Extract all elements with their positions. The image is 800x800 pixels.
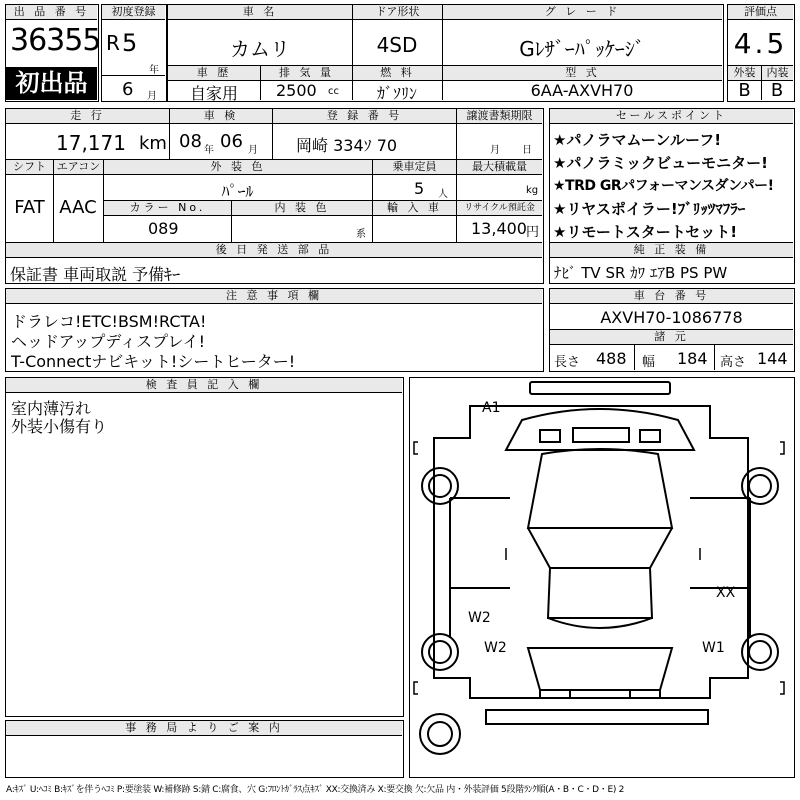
damage-mark: A1 xyxy=(482,400,501,416)
inspection-year-unit: 年 xyxy=(204,145,214,156)
length-value: 488 xyxy=(596,349,627,368)
plate-value: 岡崎 334ｿ 70 xyxy=(296,136,398,155)
width-value: 184 xyxy=(677,349,708,368)
transfer-label: 譲渡書類期限 xyxy=(456,109,542,124)
doors-label: ドア形状 xyxy=(352,5,442,20)
registration-month-unit: 月 xyxy=(147,91,157,102)
transfer-month-unit: 月 xyxy=(490,145,500,156)
plate-label: 登 録 番 号 xyxy=(272,109,456,124)
ext-color-value: ﾊﾟｰﾙ xyxy=(221,182,254,201)
registration-era: R xyxy=(106,31,120,55)
car-diagram-svg xyxy=(410,378,793,776)
office-box xyxy=(5,720,404,778)
damage-mark: W1 xyxy=(702,640,725,656)
lot-number: 36355 xyxy=(10,23,101,58)
height-label: 高さ xyxy=(720,355,747,370)
max-load-unit: kg xyxy=(526,185,539,196)
score-label: 評価点 xyxy=(728,5,793,20)
inspection-year: 08 xyxy=(179,131,202,152)
inspector-line: 室内薄汚れ xyxy=(11,399,92,418)
grade-label: グ レ ー ド xyxy=(442,5,722,20)
sales-points-label: セールスポイント xyxy=(550,109,793,124)
inspection-month: 06 xyxy=(220,131,243,152)
car-info-box xyxy=(167,4,724,102)
displacement-label: 排 気 量 xyxy=(260,66,352,81)
mileage-label: 走 行 xyxy=(6,109,169,124)
displacement-unit: cc xyxy=(328,86,339,97)
shift-value: FAT xyxy=(14,197,45,218)
mileage-unit: km xyxy=(139,133,167,154)
ext-color-label: 外 装 色 xyxy=(103,160,372,175)
car-name-value: カムリ xyxy=(230,37,290,61)
capacity-label: 乗車定員 xyxy=(372,160,456,175)
sales-point-item: ★パノラマムーンルーフ! xyxy=(553,131,722,149)
shift-label: シフト xyxy=(6,160,53,175)
height-value: 144 xyxy=(757,349,788,368)
exterior-grade-value: B xyxy=(738,80,751,101)
capacity-value: 5 xyxy=(414,179,425,198)
fuel-label: 燃 料 xyxy=(352,66,442,81)
notes-label: 注 意 事 項 欄 xyxy=(6,289,542,304)
registration-year: 5 xyxy=(122,29,138,57)
int-color-label: 内 装 色 xyxy=(231,201,372,216)
damage-mark: W2 xyxy=(484,640,507,656)
chassis-value: AXVH70-1086778 xyxy=(600,308,743,327)
sales-point-item: ★リヤスポイラー!ﾌﾞﾘｯﾂﾏﾌﾗｰ xyxy=(553,200,746,218)
legend-text: A:ｷｽﾞ U:ﾍｺﾐ B:ｷｽﾞを伴うﾍｺﾐ P:要塗装 W:補修跡 S:錆 C:腐食、穴 G:ﾌﾛﾝﾄｶﾞﾗｽ点ｷｽﾞ XX:交換済み X:要交換 欠:欠品 内・外装評価 5段階ﾗﾝｸ順(A・B・C・D・E) 2 xyxy=(6,785,625,795)
chassis-box xyxy=(549,288,795,372)
office-label: 事 務 局 よ り ご 案 内 xyxy=(6,721,402,736)
damage-diagram xyxy=(409,377,795,778)
doors-value: 4SD xyxy=(376,33,418,57)
equipment-value: ﾅﾋﾞ TV SR ｶﾜ ｴｱB PS PW xyxy=(554,264,728,282)
capacity-unit: 人 xyxy=(438,189,448,200)
damage-mark: W2 xyxy=(468,610,491,626)
model-label: 型 式 xyxy=(442,66,722,81)
model-value: 6AA-AXVH70 xyxy=(530,81,634,100)
sales-point-item: ★リモートスタートセット! xyxy=(553,223,738,241)
width-label: 幅 xyxy=(642,355,656,370)
inspector-line: 外装小傷有り xyxy=(11,417,108,436)
lot-box xyxy=(5,4,99,102)
transfer-day-unit: 日 xyxy=(522,145,532,156)
sales-points-box xyxy=(549,108,795,284)
interior-grade-label: 内装 xyxy=(761,66,793,81)
inspector-label: 検 査 員 記 入 欄 xyxy=(6,378,402,393)
registration-year-unit: 年 xyxy=(149,65,159,76)
first-listing-badge: 初出品 xyxy=(6,67,97,100)
color-no-label: カラー No. xyxy=(103,201,231,216)
aircon-value: AAC xyxy=(59,197,97,218)
equipment-label: 純 正 装 備 xyxy=(550,243,793,258)
inspection-month-unit: 月 xyxy=(248,145,258,156)
interior-grade-value: B xyxy=(770,80,784,101)
recycle-value: 13,400 xyxy=(471,219,527,238)
registration-label: 初度登録 xyxy=(102,5,165,20)
displacement-value: 2500 xyxy=(276,81,317,100)
car-name-label: 車 名 xyxy=(168,5,352,20)
sales-point-item: ★パノラミックビューモニター! xyxy=(553,154,768,172)
inspection-label: 車 検 xyxy=(169,109,272,124)
later-items-value: 保証書 車両取説 予備ｷｰ xyxy=(10,265,181,284)
later-items-label: 後 日 発 送 部 品 xyxy=(6,243,542,258)
length-label: 長さ xyxy=(554,355,581,370)
notes-line: ドラレコ!ETC!BSM!RCTA! xyxy=(11,312,207,331)
max-load-label: 最大積載量 xyxy=(456,160,542,175)
notes-line: ヘッドアップディスプレイ! xyxy=(11,332,206,351)
dimensions-label: 諸 元 xyxy=(550,330,793,345)
registration-box xyxy=(101,4,167,102)
recycle-label: リサイクル預託金 xyxy=(456,201,542,216)
recycle-unit: 円 xyxy=(526,225,540,240)
lot-label: 出 品 番 号 xyxy=(6,5,97,20)
mileage-value: 17,171 xyxy=(56,131,126,155)
score-box xyxy=(727,4,795,102)
sales-point-item: ★TRD GRパフォーマンスダンパー! xyxy=(553,178,774,194)
detail-box xyxy=(5,108,544,284)
history-value: 自家用 xyxy=(189,84,238,103)
notes-box xyxy=(5,288,544,372)
fuel-value: ｶﾞｿﾘﾝ xyxy=(376,84,417,103)
registration-month: 6 xyxy=(122,79,134,100)
damage-mark: XX xyxy=(716,585,736,601)
grade-value: Gﾚｻﾞｰﾊﾟｯｹｰｼﾞ xyxy=(519,37,645,61)
aircon-label: エアコン xyxy=(53,160,103,175)
history-label: 車 歴 xyxy=(168,66,260,81)
score-value: 4.5 xyxy=(733,27,788,60)
int-color-unit: 系 xyxy=(356,229,366,240)
chassis-label: 車 台 番 号 xyxy=(550,289,793,304)
notes-line: T-Connectナビキット!シートヒーター! xyxy=(11,352,296,371)
exterior-grade-label: 外装 xyxy=(728,66,761,81)
color-no-value: 089 xyxy=(148,219,179,238)
inspector-box xyxy=(5,377,404,717)
import-label: 輸 入 車 xyxy=(372,201,456,216)
